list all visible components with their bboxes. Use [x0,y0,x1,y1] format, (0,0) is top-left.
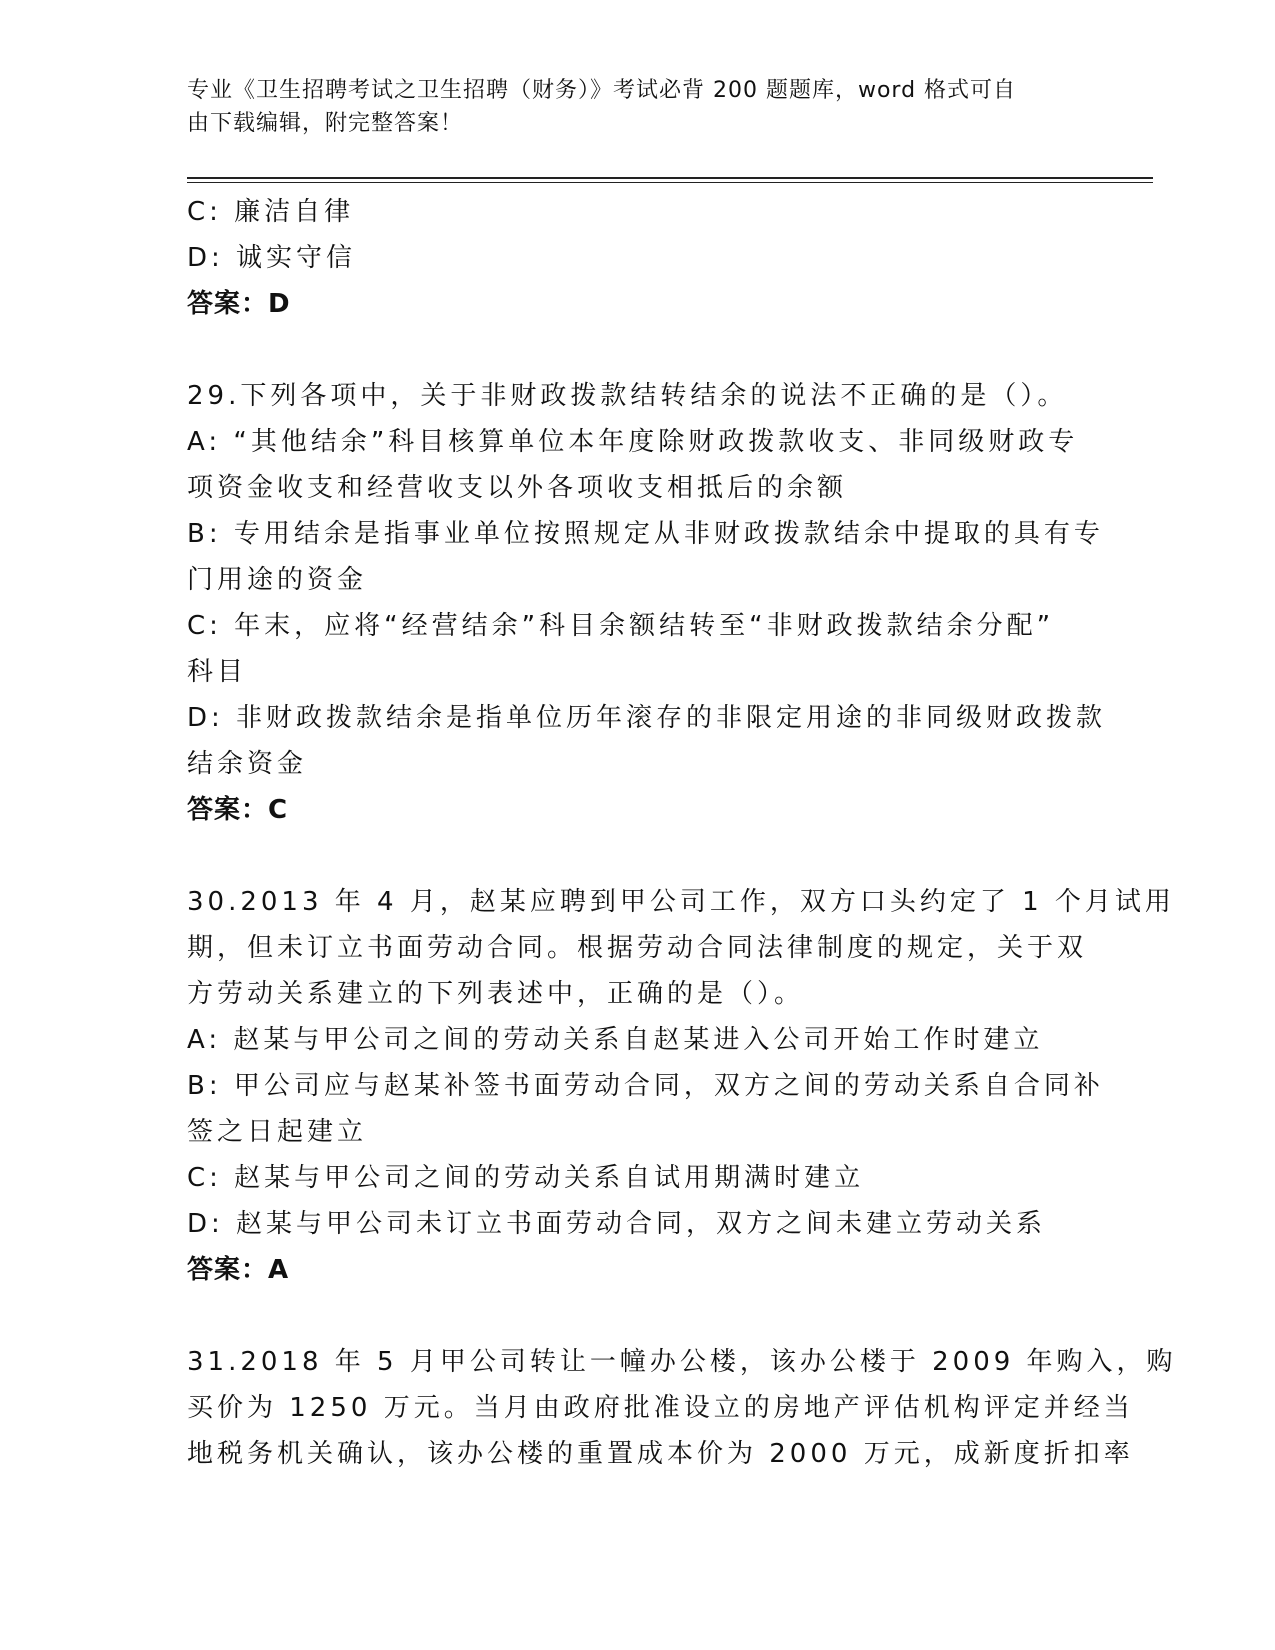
question-stem: 29.下列各项中，关于非财政拨款结转结余的说法不正确的是（）。 [187,381,1068,411]
question-28-tail [187,189,1087,327]
option-d: D: 诚实守信 [187,243,357,273]
answer-label: 答案：A [187,1255,290,1285]
header-line-2: 由下载编辑，附完整答案！ [187,111,464,136]
option-a-line-2: 项资金收支和经营收支以外各项收支相抵后的余额 [187,473,848,503]
question-stem-line-1: 30.2013 年 4 月，赵某应聘到甲公司工作，双方口头约定了 1 个月试用 [187,887,1175,917]
header-divider-thin [187,182,1153,183]
option-c: C: 赵某与甲公司之间的劳动关系自试用期满时建立 [187,1163,865,1193]
option-d-line-1: D: 非财政拨款结余是指单位历年滚存的非限定用途的非同级财政拨款 [187,703,1107,733]
option-b-line-2: 签之日起建立 [187,1117,368,1147]
option-d: D: 赵某与甲公司未订立书面劳动合同，双方之间未建立劳动关系 [187,1209,1047,1239]
option-c: C: 廉洁自律 [187,197,355,227]
header-line-1: 专业《卫生招聘考试之卫生招聘（财务）》考试必背 200 题题库，word 格式可自 [187,78,1017,103]
question-stem-line-3: 地税务机关确认，该办公楼的重置成本价为 2000 万元，成新度折扣率 [187,1439,1134,1469]
question-stem-line-1: 31.2018 年 5 月甲公司转让一幢办公楼，该办公楼于 2009 年购入，购 [187,1347,1177,1377]
question-spacer [187,833,1087,879]
option-a-line-1: A: “其他结余”科目核算单位本年度除财政拨款收支、非同级财政专 [187,427,1079,457]
question-stem-line-2: 买价为 1250 万元。当月由政府批准设立的房地产评估机构评定并经当 [187,1393,1134,1423]
question-stem-line-3: 方劳动关系建立的下列表述中，正确的是（）。 [187,979,805,1009]
question-spacer [187,327,1087,373]
answer-label: 答案：C [187,795,289,825]
option-b-line-1: B: 专用结余是指事业单位按照规定从非财政拨款结余中提取的具有专 [187,519,1104,549]
document-header [187,74,1067,140]
header-divider-thick [187,177,1153,179]
question-spacer [187,1293,1087,1339]
question-29 [187,373,1107,833]
option-b-line-1: B: 甲公司应与赵某补签书面劳动合同，双方之间的劳动关系自合同补 [187,1071,1104,1101]
option-b-line-2: 门用途的资金 [187,565,368,595]
question-30 [187,879,1175,1293]
option-d-line-2: 结余资金 [187,749,308,779]
question-31 [187,1339,1177,1477]
answer-label: 答案：D [187,289,291,319]
document-body [187,189,1177,1477]
option-a: A: 赵某与甲公司之间的劳动关系自赵某进入公司开始工作时建立 [187,1025,1044,1055]
option-c-line-2: 科目 [187,657,248,687]
question-stem-line-2: 期，但未订立书面劳动合同。根据劳动合同法律制度的规定，关于双 [187,933,1088,963]
option-c-line-1: C: 年末，应将“经营结余”科目余额结转至“非财政拨款结余分配” [187,611,1055,641]
